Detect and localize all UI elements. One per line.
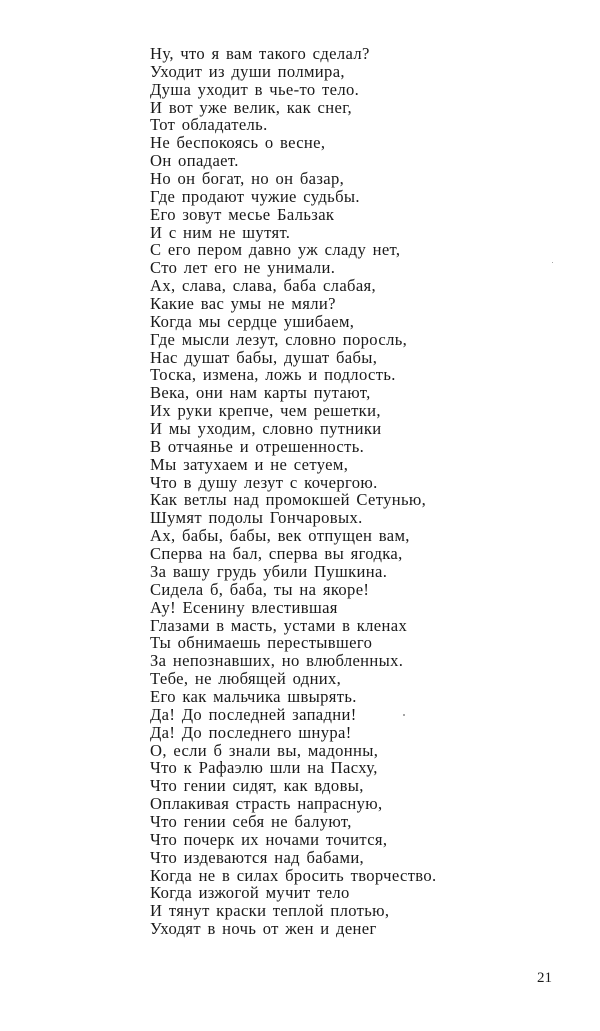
poem-line: За вашу грудь убили Пушкина.: [150, 561, 388, 581]
poem-line: Шумят подолы Гончаровых.: [150, 508, 363, 528]
page-number: 21: [537, 970, 552, 986]
poem-line: Он опадает.: [150, 151, 239, 171]
poem-line: Что почерк их ночами точится,: [150, 829, 388, 849]
poem-line: Тоска, измена, ложь и подлость.: [150, 365, 396, 385]
poem-line: В отчаянье и отрешенность.: [150, 436, 365, 456]
poem-line: И с ним не шутят.: [150, 222, 291, 242]
poem-line: Сто лет его не унимали.: [150, 258, 336, 278]
poem-line: Его зовут месье Бальзак: [150, 204, 335, 224]
poem-line: И тянут краски теплой плотью,: [150, 901, 390, 921]
poem-line: Когда не в силах бросить творчество.: [150, 865, 437, 885]
poem-line: Где мысли лезут, словно поросль,: [150, 329, 408, 349]
poem-line: Ну, что я вам такого сделал?: [150, 44, 370, 63]
poem-line: И мы уходим, словно путники: [150, 419, 382, 439]
poem-line: Душа уходит в чье-то тело.: [150, 79, 360, 99]
poem-line: Ау! Есенину влестившая: [150, 597, 338, 617]
poem-line: И вот уже велик, как снег,: [150, 97, 352, 117]
poem-line: Что издеваются над бабами,: [150, 847, 365, 867]
poem-line: Что в душу лезут с кочергою.: [150, 472, 378, 492]
poem-line: Какие вас умы не мяли?: [150, 294, 336, 314]
poem-line: Да! До последней западни!: [150, 704, 357, 724]
print-speck: [403, 714, 405, 716]
poem-line: Мы затухаем и не сетуем,: [150, 454, 349, 474]
poem-line: Что гении сидят, как вдовы,: [150, 776, 364, 796]
poem-line: О, если б знали вы, мадонны,: [150, 740, 379, 760]
poem-line: Ах, слава, слава, баба слабая,: [150, 276, 377, 296]
poem-line: Как ветлы над промокшей Сетунью,: [150, 490, 427, 510]
poem-line: Тебе, не любящей одних,: [150, 669, 342, 689]
poem-line: Когда мы сердце ушибаем,: [150, 311, 355, 331]
poem-line: Ах, бабы, бабы, век отпущен вам,: [150, 526, 410, 546]
poem-line: За непознавших, но влюбленных.: [150, 651, 404, 671]
poem-line: Глазами в масть, устами в кленах: [150, 615, 408, 635]
poem-line: Сидела б, баба, ты на якоре!: [150, 579, 370, 599]
poem-text: [150, 45, 490, 938]
poem-line: Сперва на бал, сперва вы ягодка,: [150, 544, 403, 564]
poem-line: Его как мальчика швырять.: [150, 686, 357, 706]
poem-line: Ты обнимаешь перестывшего: [150, 633, 373, 653]
print-speck: [552, 262, 553, 263]
poem-line: Уходят в ночь от жен и денег: [150, 919, 377, 939]
poem-line: Где продают чужие судьбы.: [150, 186, 360, 206]
poem-line: Не беспокоясь о весне,: [150, 133, 326, 153]
poem-line: С его пером давно уж сладу нет,: [150, 240, 401, 260]
poem-line: Да! До последнего шнура!: [150, 722, 352, 742]
poem-line: Что гении себя не балуют,: [150, 811, 352, 831]
poem-line: Что к Рафаэлю шли на Пасху,: [150, 758, 378, 778]
poem-line: Оплакивая страсть напрасную,: [150, 794, 383, 814]
poem-line: Нас душат бабы, душат бабы,: [150, 347, 378, 367]
poem-line: Когда изжогой мучит тело: [150, 883, 350, 903]
poem-line: Но он богат, но он базар,: [150, 169, 345, 189]
poem-line: Их руки крепче, чем решетки,: [150, 401, 381, 421]
poem-line: Уходит из души полмира,: [150, 61, 345, 81]
poem-line: Тот обладатель.: [150, 115, 268, 135]
poem-line: Века, они нам карты путают,: [150, 383, 371, 403]
